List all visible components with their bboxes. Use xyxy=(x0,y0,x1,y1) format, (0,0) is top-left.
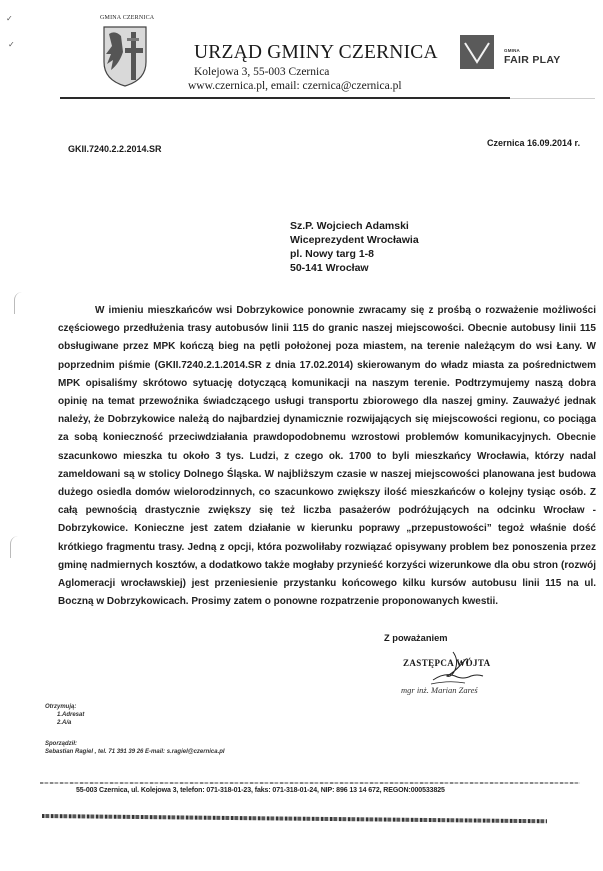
letter-body xyxy=(58,302,596,611)
closing-salutation: Z poważaniem xyxy=(384,633,448,643)
prepared-by xyxy=(45,740,225,756)
recipient-street: pl. Nowy targ 1-8 xyxy=(290,248,375,260)
recipient-name: Sz.P. Wojciech Adamski xyxy=(290,220,409,232)
fair-play-label: FAIR PLAY xyxy=(504,54,561,66)
header-divider xyxy=(60,97,510,99)
header-divider-faint xyxy=(510,98,595,99)
prepared-by-details: Sebastian Ragiel , tel. 71 391 39 26 E-mail: s.ragiel@czernica.pl xyxy=(45,749,225,755)
recipient-block xyxy=(290,219,419,275)
organization-web-email: www.czernica.pl, email: czernica@czernica.pl xyxy=(188,80,402,92)
footer-divider-bottom xyxy=(42,814,547,823)
checkmark-v-icon xyxy=(460,35,494,69)
footer-contact-info: 55-003 Czernica, ul. Kolejowa 3, telefon: 071-318-01-23, faks: 071-318-01-24, NIP: 896 13 14 672, REGON:000533825 xyxy=(76,787,445,794)
coat-of-arms-icon xyxy=(101,24,149,88)
recipient-position: Wiceprezydent Wrocławia xyxy=(290,234,419,246)
signatory-title: ZASTĘPCA WÓJTA xyxy=(403,658,491,668)
footer-divider-top xyxy=(40,782,580,784)
hole-punch-mark xyxy=(10,536,20,558)
place-date: Czernica 16.09.2014 r. xyxy=(487,138,581,148)
distribution-label: Otrzymują: xyxy=(45,704,77,710)
organization-address: Kolejowa 3, 55-003 Czernica xyxy=(194,66,330,78)
handwritten-signature-icon xyxy=(425,650,500,690)
coat-of-arms-label: GMINA CZERNICA xyxy=(100,15,155,21)
distribution-item: 1.Adresat xyxy=(57,712,85,718)
prepared-by-label: Sporządził: xyxy=(45,741,78,747)
signatory-name: mgr inż. Marian Zareś xyxy=(401,685,478,695)
fair-play-logo xyxy=(460,35,494,69)
margin-mark: ✓ xyxy=(8,40,15,49)
distribution-item: 2.A/a xyxy=(57,720,72,726)
distribution-list xyxy=(45,703,84,727)
recipient-city: 50-141 Wrocław xyxy=(290,262,369,274)
fair-play-small-label: GMINA xyxy=(504,48,520,53)
body-paragraph: W imieniu mieszkańców wsi Dobrzykowice ponownie zwracamy się z prośbą o rozważenie możliwości częściowego przedłużenia trasy autobusów linii 115 do granic naszej miejscowości. Obecnie autobusy linii 115 obsługiwane przez MPK kończą bieg na pętli położonej poza miastem, na terenie należącym do wsi Łany. W poprzednim piśmie (GKII.7240.2.1.2014.SR z dnia 17.02.2014) skierowanym do władz miasta za pośrednictwem MPK opisaliśmy skrótowo sytuację dotyczącą komunikacji na naszym terenie. Podtrzymujemy naszą dobra opinię na temat przewoźnika świadczącego usługi transportu zbiorowego dla naszej gminy. Zauważyć jednak należy, że Dobrzykowice należą do najbardziej dynamicznie rozwijających się miejscowości regionu, co pociąga za sobą konieczność przeciwdziałania prawdopodobnemu wzrostowi problemów komunikacyjnych. Obecnie szacunkowo mieszka tu około 3 tys. Ludzi, z czego ok. 1700 to byli mieszkańcy Wrocławia, którzy nadal zameldowani są w stolicy Dolnego Śląska. W najbliższym czasie w naszej miejscowości planowana jest budowa dużego osiedla domów wielorodzinnych, co szacunkowo zwiększy ilość mieszkańców o kolejny tysiąc osób. Z całą pewnością drastycznie zwiększy się też liczba pasażerów podróżujących na odcinku Wrocław - Dobrzykowice. Konieczne jest zatem działanie w kierunku poprawy „przepustowości” tegoż właśnie dość krótkiego fragmentu trasy. Jedną z opcji, która pozwoliłaby rozwiązać opisywany problem bez ponoszenia przez gminę nadmiernych kosztów, a dodatkowo także mogłaby przynieść korzyści wizerunkowe dla obu stron (rozwój Aglomeracji wrocławskiej) jest przeniesienie przystanku końcowego kilku kursów autobusu linii 115 na ul. Boczną w Dobrzykowicach. Prosimy zatem o ponowne rozpatrzenie proponowanych kwestii. xyxy=(58,305,596,608)
organization-title: URZĄD GMINY CZERNICA xyxy=(194,42,438,63)
margin-mark: ✓ xyxy=(6,14,13,23)
hole-punch-mark xyxy=(14,292,24,314)
reference-number: GKII.7240.2.2.2014.SR xyxy=(68,144,162,154)
